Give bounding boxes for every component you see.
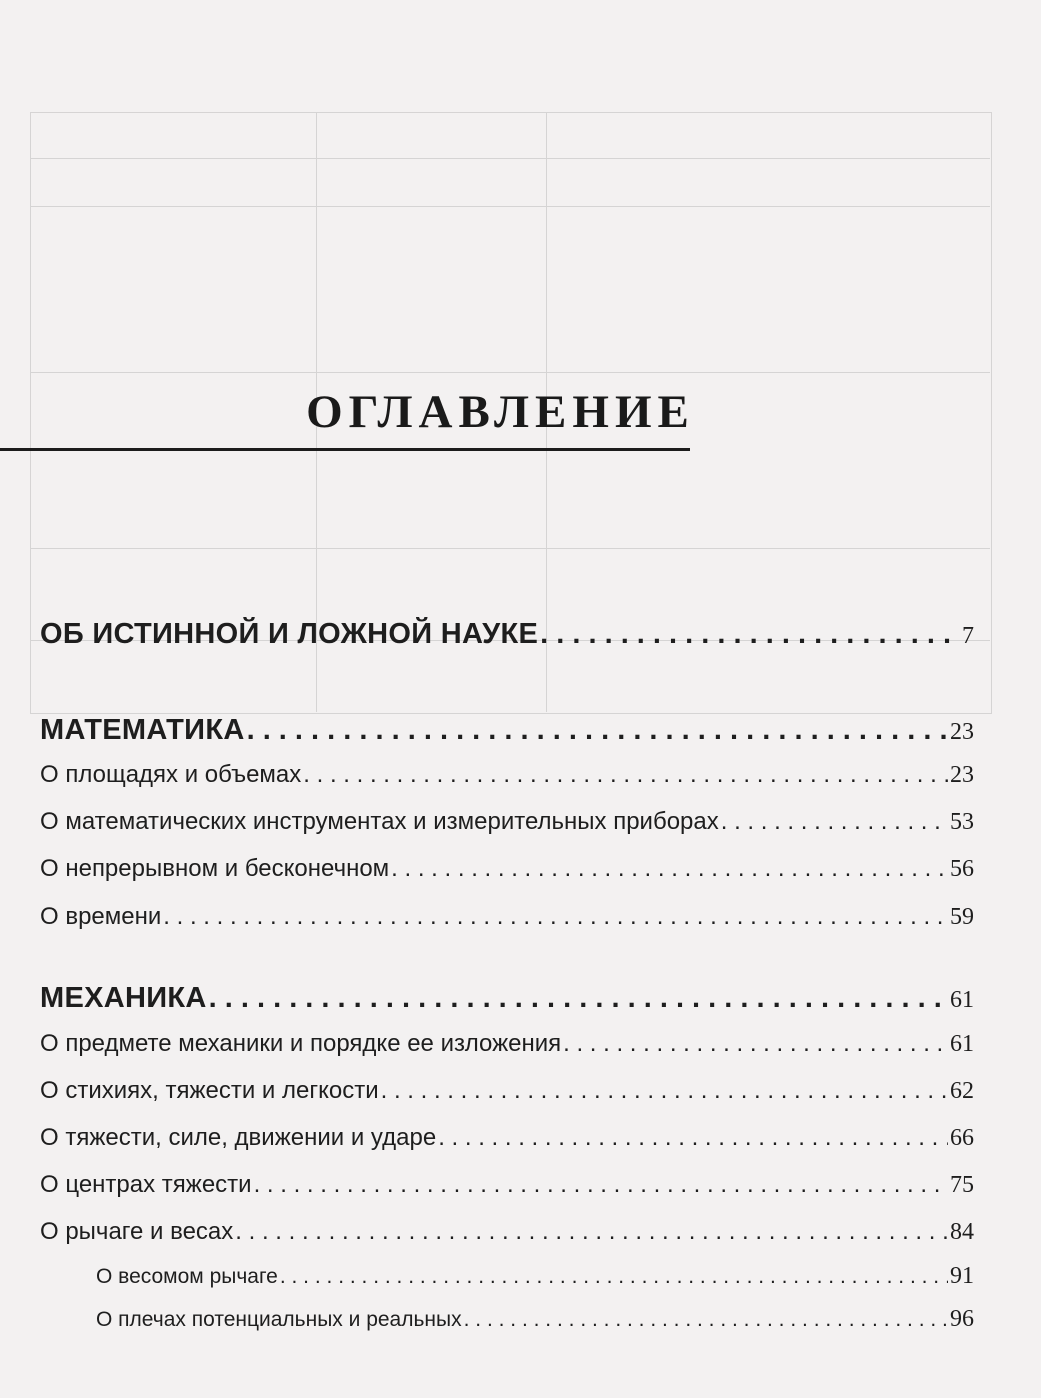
toc-entry-page: 84 <box>950 1219 974 1245</box>
toc-entry-page: 75 <box>950 1172 974 1198</box>
toc-entry-label: ОБ ИСТИННОЙ И ЛОЖНОЙ НАУКЕ <box>40 618 539 650</box>
toc-entry-mechanics[interactable] <box>40 982 974 1015</box>
toc-entry-mathematics[interactable] <box>40 714 974 747</box>
dot-leader <box>303 761 948 789</box>
dot-leader <box>563 1030 948 1058</box>
toc-entry-label: О стихиях, тяжести и легкости <box>40 1077 379 1104</box>
toc-entry-label: О тяжести, силе, движении и ударе <box>40 1124 437 1151</box>
dot-leader <box>391 855 948 883</box>
dot-leader <box>464 1308 948 1332</box>
toc-entry-label: О времени <box>40 903 162 930</box>
toc-entry-force-motion[interactable] <box>40 1124 974 1152</box>
toc-entry-label: О центрах тяжести <box>40 1171 252 1198</box>
toc-entry-elements-gravity[interactable] <box>40 1077 974 1105</box>
toc-entry-page: 91 <box>950 1263 974 1289</box>
toc-entry-centers-gravity[interactable] <box>40 1171 974 1199</box>
toc-entry-label: О весомом рычаге <box>96 1265 278 1288</box>
dot-leader <box>438 1124 948 1152</box>
toc-entry-page: 62 <box>950 1078 974 1104</box>
toc-entry-label: О математических инструментах и измерительных приборах <box>40 808 719 835</box>
toc-entry-label: О площадях и объемах <box>40 761 302 788</box>
toc-entry-page: 61 <box>950 1031 974 1057</box>
toc-entry-page: 66 <box>950 1125 974 1151</box>
dot-leader <box>381 1077 948 1105</box>
toc-entry-label: МАТЕМАТИКА <box>40 714 245 746</box>
dot-leader <box>721 808 948 836</box>
dot-leader <box>254 1171 948 1199</box>
dot-leader <box>540 618 960 651</box>
toc-entry-true-false-science[interactable] <box>40 618 974 651</box>
toc-entry-mechanics-subject[interactable] <box>40 1030 974 1058</box>
dot-leader <box>209 982 948 1015</box>
toc-entry-page: 7 <box>962 623 974 649</box>
toc-title: ОГЛАВЛЕНИЕ <box>306 386 695 438</box>
dot-leader <box>247 714 948 747</box>
toc-entry-continuous-infinite[interactable] <box>40 855 974 883</box>
dot-leader <box>280 1265 948 1289</box>
toc-entry-page: 96 <box>950 1306 974 1332</box>
toc-entry-weighted-lever[interactable] <box>96 1263 974 1290</box>
dot-leader <box>163 903 948 931</box>
toc-entry-page: 56 <box>950 856 974 882</box>
toc-entry-time[interactable] <box>40 903 974 931</box>
toc-entry-math-instruments[interactable] <box>40 808 974 836</box>
toc-entry-label: О плечах потенциальных и реальных <box>96 1308 462 1331</box>
toc-entry-page: 23 <box>950 762 974 788</box>
toc-entry-page: 23 <box>950 719 974 745</box>
toc-entry-label: МЕХАНИКА <box>40 982 207 1014</box>
toc-entry-potential-real-arms[interactable] <box>96 1306 974 1333</box>
toc-entry-label: О предмете механики и порядке ее изложения <box>40 1030 562 1057</box>
toc-entry-label: О непрерывном и бесконечном <box>40 855 390 882</box>
title-underline <box>0 448 690 451</box>
toc-entry-lever-scales[interactable] <box>40 1218 974 1246</box>
dot-leader <box>235 1218 948 1246</box>
toc-entry-page: 59 <box>950 904 974 930</box>
toc-entry-areas-volumes[interactable] <box>40 761 974 789</box>
toc-entry-page: 53 <box>950 809 974 835</box>
toc-entry-label: О рычаге и весах <box>40 1218 234 1245</box>
toc-entry-page: 61 <box>950 987 974 1013</box>
